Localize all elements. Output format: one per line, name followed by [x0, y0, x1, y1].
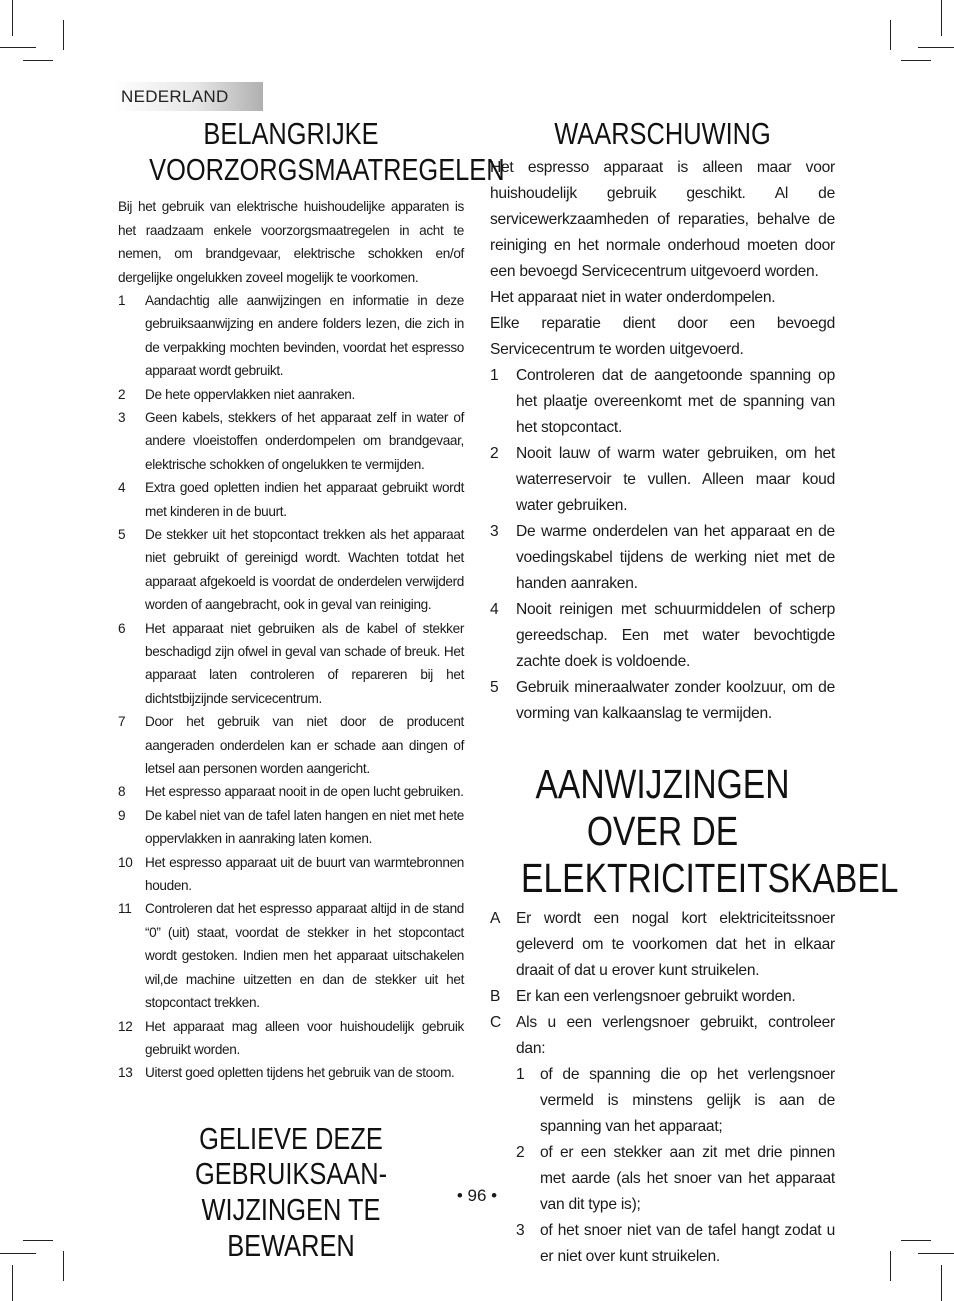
crop-mark: [0, 1253, 36, 1254]
item-number: B: [490, 988, 501, 1006]
item-text: Uiterst goed opletten tijdens het gebruik van de stoom.: [145, 1065, 455, 1081]
crop-mark: [63, 20, 64, 50]
safety-title-line1: BELANGRIJKE: [203, 116, 379, 151]
safety-list-item: [118, 710, 464, 780]
item-number: 9: [118, 807, 126, 823]
item-number: 11: [118, 901, 132, 917]
item-text: Het espresso apparaat nooit in de open lucht gebruiken.: [145, 784, 464, 800]
item-text: Nooit reinigen met schuurmiddelen of scherp gereedschap. Een met water bevochtigde zachte doek is voldoende.: [516, 600, 835, 670]
item-number: 1: [516, 1066, 525, 1084]
safety-list-item: [118, 383, 464, 406]
item-number: 7: [118, 714, 126, 730]
item-text: of het snoer niet van de tafel hangt zodat u er niet over kunt struikelen.: [540, 1222, 835, 1266]
safety-list-item: [118, 851, 464, 898]
cable-list-item: [490, 984, 835, 1010]
item-text: Gebruik mineraalwater zonder koolzuur, om de vorming van kalkaanslag te vermijden.: [516, 678, 835, 722]
item-text: Controleren dat het espresso apparaat altijd in de stand “0” (uit) staat, voordat de stekker in het stopcontact wordt gestoken. Indien men het apparaat uitschakelen wil,de machine uitzetten en dan de stekker uit het stopcontact trekken.: [145, 901, 464, 1011]
crop-mark: [901, 1240, 931, 1241]
crop-mark: [890, 20, 891, 50]
item-text: Het espresso apparaat uit de buurt van warmtebronnen houden.: [145, 854, 464, 894]
item-text: of er een stekker aan zit met drie pinnen met aarde (als het snoer van het apparaat van dit type is);: [540, 1144, 835, 1214]
cable-title-line1: AANWIJZINGEN OVER DE: [535, 760, 790, 854]
item-text: Er wordt een nogal kort elektriciteitssnoer geleverd om te voorkomen dat het in elkaar draait of dat u erover kunt struikelen.: [516, 910, 835, 980]
item-number: 2: [490, 444, 499, 462]
crop-mark: [941, 0, 942, 36]
item-number: 3: [118, 409, 126, 425]
warning-list-item: [490, 441, 835, 519]
warning-paragraph: Elke reparatie dient door een bevoegd Servicecentrum te worden uitgevoerd.: [490, 314, 835, 358]
warning-paragraph: Het apparaat niet in water onderdompelen.: [490, 288, 776, 306]
crop-mark: [12, 0, 13, 36]
warning-list-item: [490, 519, 835, 597]
item-number: 2: [118, 386, 126, 402]
item-number: 2: [516, 1144, 525, 1162]
item-number: 4: [490, 600, 499, 618]
cable-check-item: [516, 1218, 835, 1270]
page-number: • 96 •: [456, 1186, 498, 1205]
safety-list-item: [118, 523, 464, 617]
crop-mark: [901, 60, 931, 61]
cable-check-item: [516, 1062, 835, 1140]
cable-list-item: [490, 906, 835, 984]
warning-title: WAARSCHUWING: [554, 116, 771, 151]
item-number: C: [490, 1014, 502, 1032]
safety-list-item: [118, 897, 464, 1014]
item-number: 13: [118, 1065, 133, 1081]
crop-mark: [941, 1265, 942, 1301]
item-number: 1: [118, 292, 126, 308]
item-text: Het apparaat mag alleen voor huishoudelijk gebruik gebruikt worden.: [145, 1018, 464, 1057]
safety-title: [149, 116, 505, 187]
cable-check-item: [516, 1140, 835, 1218]
cable-check-list: [490, 1062, 835, 1270]
item-number: 8: [118, 784, 126, 800]
item-text: Er kan een verlengsnoer gebruikt worden.: [516, 988, 796, 1006]
warning-list-item: [490, 363, 835, 441]
item-number: 3: [516, 1222, 525, 1240]
warning-paragraph: Het espresso apparaat is alleen maar voor huishoudelijk gebruik geschikt. Al de servicewerkzaamheden of reparaties, behalve de reiniging en het normale onderhoud moeten door een bevoegd Servicecentrum uitgevoerd worden.: [490, 158, 835, 280]
crop-mark: [918, 1253, 954, 1254]
safety-list-item: [118, 289, 464, 383]
item-text: Aandachtig alle aanwijzingen en informatie in deze gebruiksaanwijzing en andere folders lezen, die zich in de verpakking mochten bevinden, voordat het espresso apparaat wordt gebruikt.: [145, 292, 464, 379]
keep-instructions-line1: GELIEVE DEZE GEBRUIKSAAN-: [194, 1120, 388, 1192]
item-number: 6: [118, 620, 126, 636]
crop-mark: [918, 47, 954, 48]
item-text: of de spanning die op het verlengsnoer vermeld is minstens gelijk is aan de spanning van het apparaat;: [540, 1066, 835, 1136]
item-text: De stekker uit het stopcontact trekken als het apparaat niet gebruikt of gereinigd wordt. Wachten totdat het apparaat afgekoeld is voordat de onderdelen verwijderd worden of aangebracht, ook in geval van reiniging.: [145, 526, 464, 613]
crop-mark: [23, 1240, 53, 1241]
item-number: A: [490, 910, 501, 928]
safety-list-item: [118, 804, 464, 851]
safety-list-item: [118, 406, 464, 476]
item-text: Controleren dat de aangetoonde spanning op het plaatje overeenkomt met de spanning van het stopcontact.: [516, 366, 835, 436]
safety-list-item: [118, 1061, 464, 1084]
language-label: NEDERLAND: [121, 87, 229, 106]
right-column: [490, 116, 899, 1270]
cable-list: [490, 906, 835, 1062]
crop-mark: [12, 1265, 13, 1301]
keep-instructions-line2: WIJZINGEN TE BEWAREN: [201, 1192, 381, 1263]
crop-mark: [23, 60, 53, 61]
crop-mark: [890, 1251, 891, 1281]
item-number: 4: [118, 480, 126, 496]
item-text: De kabel niet van de tafel laten hangen en niet met hete oppervlakken in aanraking laten komen.: [145, 807, 464, 847]
crop-mark: [0, 47, 36, 48]
item-text: Als u een verlengsnoer gebruikt, controleer dan:: [516, 1014, 835, 1058]
warning-list-item: [490, 597, 835, 675]
safety-intro: Bij het gebruik van elektrische huishoudelijke apparaten is het raadzaam enkele voorzorgsmaatregelen in acht te nemen, om brandgevaar, elektrische schokken en/of dergelijke ongelukken zoveel mogelijk te voorkomen.: [118, 199, 464, 285]
item-number: 5: [118, 526, 126, 542]
cable-list-item: [490, 1010, 835, 1062]
cable-title: [521, 760, 899, 902]
safety-list-item: [118, 617, 464, 711]
warning-list-item: [490, 675, 835, 727]
item-text: De warme onderdelen van het apparaat en de voedingskabel tijdens de werking niet met de handen aanraken.: [516, 522, 835, 592]
item-number: 12: [118, 1018, 133, 1034]
safety-list-item: [118, 780, 464, 803]
language-tab: [113, 82, 263, 111]
item-text: Nooit lauw of warm water gebruiken, om het waterreservoir te vullen. Alleen maar koud water gebruiken.: [516, 444, 835, 514]
safety-title-line2: VOORZORGSMAATREGELEN: [149, 151, 505, 187]
item-text: Door het gebruik van niet door de producent aangeraden onderdelen kan er schade aan dingen of letsel aan personen worden aangericht.: [145, 714, 464, 777]
safety-list: [118, 289, 464, 1085]
item-number: 1: [490, 366, 499, 384]
item-number: 5: [490, 678, 499, 696]
item-text: De hete oppervlakken niet aanraken.: [145, 386, 355, 402]
item-number: 10: [118, 854, 133, 870]
safety-list-item: [118, 1015, 464, 1062]
item-text: Het apparaat niet gebruiken als de kabel of stekker beschadigd zijn ofwel in geval van schade of breuk. Het apparaat laten controleren of repareren bij het dichtstbijzijnde servicecentrum.: [145, 620, 464, 706]
item-number: 3: [490, 522, 499, 540]
safety-list-item: [118, 476, 464, 523]
cable-title-line2: ELEKTRICITEITSKABEL: [521, 854, 899, 901]
item-text: Geen kabels, stekkers of het apparaat zelf in water of andere vloeistoffen onderdompelen om brandgevaar, elektrische schokken of ongelukken te vermijden.: [145, 409, 464, 472]
crop-mark: [63, 1251, 64, 1281]
warning-list: [490, 363, 835, 727]
item-text: Extra goed opletten indien het apparaat gebruikt wordt met kinderen in de buurt.: [145, 480, 464, 519]
